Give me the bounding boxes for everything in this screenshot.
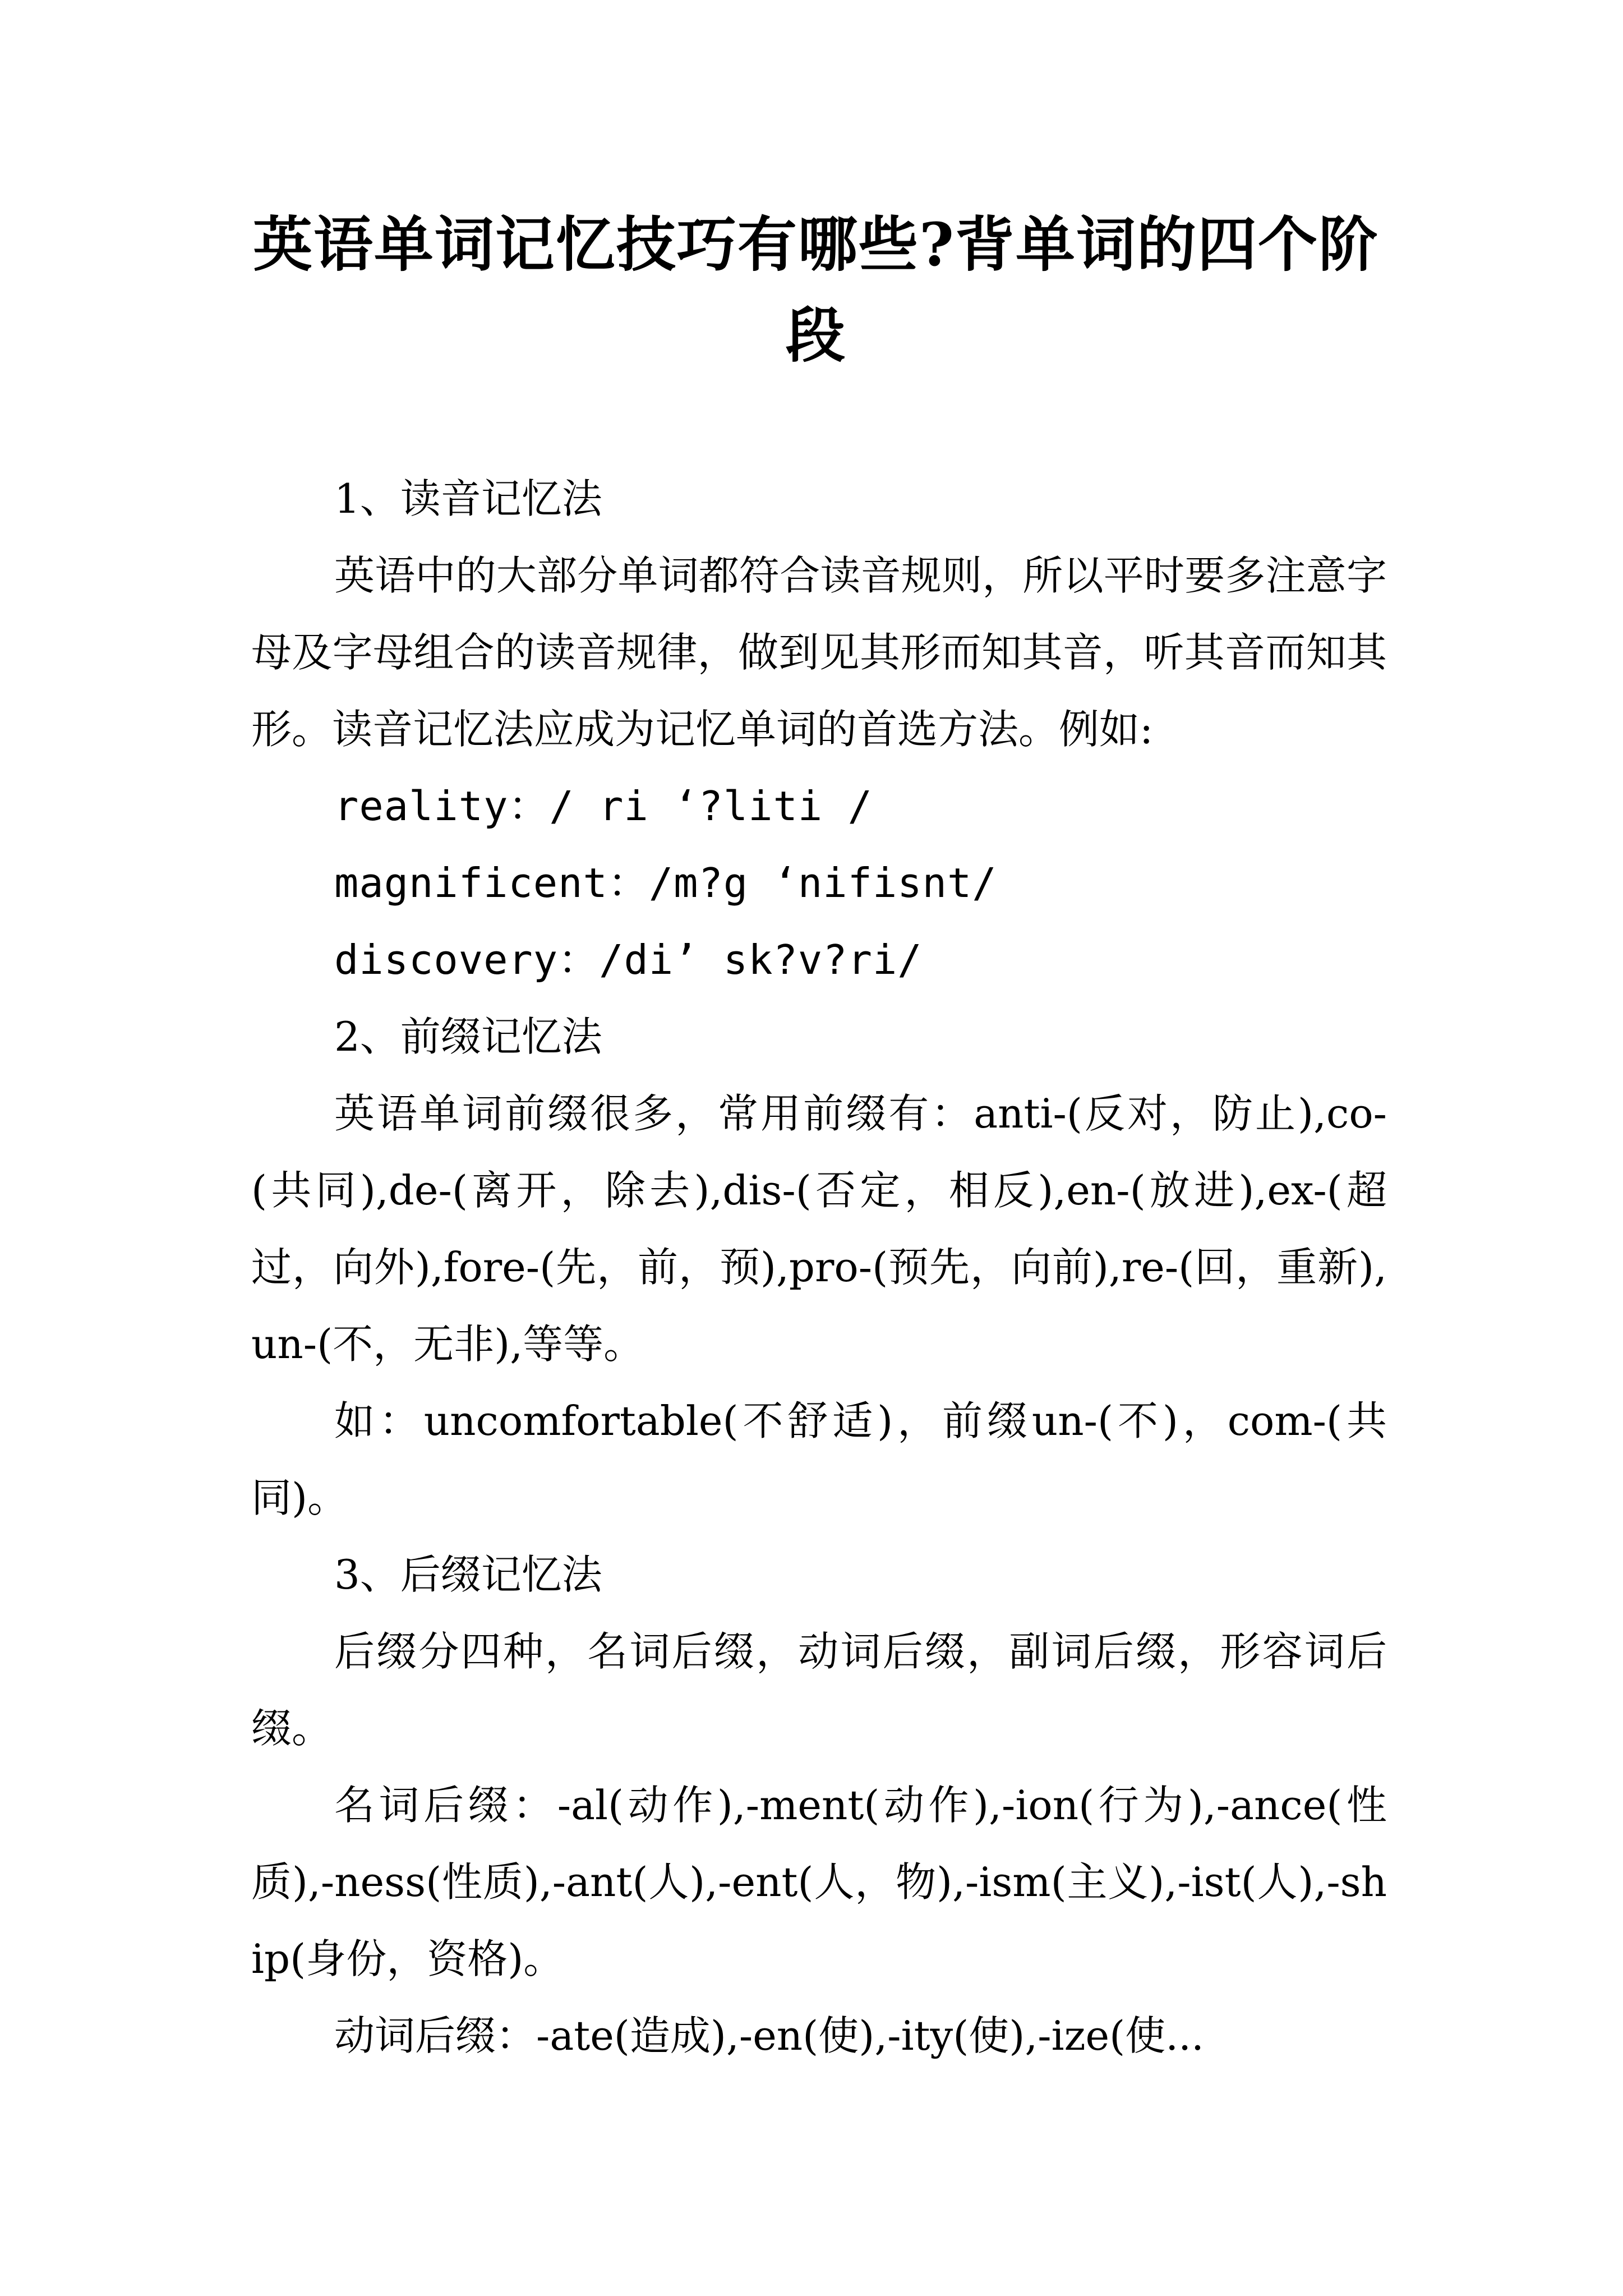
paragraph-prefix-list: 英语单词前缀很多，常用前缀有：anti-(反对，防止),co-(共同),de-(离开，除去),dis-(否定，相反),en-(放进),ex-(超过，向外),fore-(先，前，预),pro-(预先，向前),re-(回，重新),un-(不，无非),等等。: [251, 1090, 1387, 1368]
paragraph-suffix-types: 后缀分四种，名词后缀，动词后缀，副词后缀，形容词后缀。: [251, 1628, 1387, 1752]
example-reality: reality：/ ri ‘?liti /: [334, 783, 873, 830]
section-heading-suffix: 3、后缀记忆法: [334, 1551, 602, 1598]
section-heading-prefix: 2、前缀记忆法: [334, 1013, 602, 1060]
section-heading-pronunciation: 1、读音记忆法: [334, 475, 602, 522]
paragraph-verb-suffixes: 动词后缀：-ate(造成),-en(使),-ity(使),-ize(使...: [334, 2012, 1204, 2059]
example-magnificent: magnificent：/m?g ‘nifisnt/: [334, 859, 997, 907]
document-body: [251, 461, 1387, 2074]
example-discovery: discovery：/di’ sk?v?ri/: [334, 936, 923, 983]
paragraph-prefix-example: 如：uncomfortable(不舒适)，前缀un-(不)，com-(共同)。: [251, 1397, 1387, 1521]
document-title: 英语单词记忆技巧有哪些?背单词的四个阶段: [252, 209, 1380, 370]
paragraph-noun-suffixes: 名词后缀：-al(动作),-ment(动作),-ion(行为),-ance(性质),-ness(性质),-ant(人),-ent(人，物),-ism(主义),-ist(人),-ship(身份，资格)。: [251, 1782, 1387, 1982]
paragraph-pronunciation: 英语中的大部分单词都符合读音规则，所以平时要多注意字母及字母组合的读音规律，做到见其形而知其音，听其音而知其形。读音记忆法应成为记忆单词的首选方法。例如:: [251, 552, 1387, 753]
